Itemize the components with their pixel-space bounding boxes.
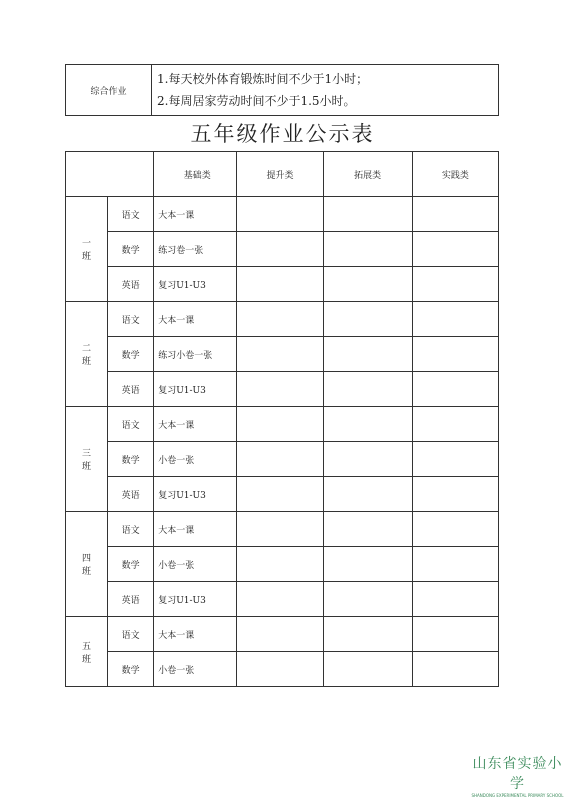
table-row [66, 232, 499, 267]
basic-homework-cell: 复习U1-U3 [154, 582, 237, 617]
empty-cell [412, 442, 498, 477]
empty-cell [323, 197, 412, 232]
subject-cell: 英语 [108, 477, 154, 512]
basic-homework-cell: 复习U1-U3 [154, 477, 237, 512]
empty-cell [412, 372, 498, 407]
table-row [66, 652, 499, 687]
empty-cell [412, 582, 498, 617]
table-row [66, 512, 499, 547]
class-name: 五 班 [66, 617, 108, 687]
column-header: 实践类 [412, 152, 498, 197]
empty-cell [412, 337, 498, 372]
empty-cell [412, 197, 498, 232]
empty-cell [237, 512, 323, 547]
subject-cell: 数学 [108, 442, 154, 477]
empty-cell [237, 442, 323, 477]
class-name: 三 班 [66, 407, 108, 512]
empty-cell [412, 267, 498, 302]
empty-cell [323, 267, 412, 302]
column-header: 提升类 [237, 152, 323, 197]
empty-cell [237, 582, 323, 617]
empty-cell [237, 232, 323, 267]
empty-cell [323, 582, 412, 617]
empty-cell [323, 372, 412, 407]
subject-cell: 英语 [108, 582, 154, 617]
empty-cell [237, 337, 323, 372]
basic-homework-cell: 大本一课 [154, 617, 237, 652]
header-corner [66, 152, 154, 197]
empty-cell [323, 232, 412, 267]
comprehensive-label: 综合作业 [66, 65, 152, 116]
comprehensive-content [152, 65, 499, 116]
empty-cell [237, 407, 323, 442]
empty-cell [323, 302, 412, 337]
basic-homework-cell: 练习卷一张 [154, 232, 237, 267]
empty-cell [237, 617, 323, 652]
table-row [66, 302, 499, 337]
empty-cell [323, 652, 412, 687]
empty-cell [323, 407, 412, 442]
class-name: 四 班 [66, 512, 108, 617]
table-row [66, 197, 499, 232]
basic-homework-cell: 小卷一张 [154, 652, 237, 687]
table-row [66, 547, 499, 582]
empty-cell [323, 617, 412, 652]
empty-cell [237, 477, 323, 512]
table-row [66, 337, 499, 372]
table-row [66, 477, 499, 512]
basic-homework-cell: 大本一课 [154, 197, 237, 232]
empty-cell [412, 617, 498, 652]
empty-cell [323, 477, 412, 512]
comprehensive-line: 2.每周居家劳动时间不少于1.5小时。 [157, 94, 356, 108]
school-logo [470, 753, 565, 798]
subject-cell: 语文 [108, 617, 154, 652]
basic-homework-cell: 练习小卷一张 [154, 337, 237, 372]
subject-cell: 语文 [108, 302, 154, 337]
empty-cell [323, 512, 412, 547]
empty-cell [412, 302, 498, 337]
subject-cell: 英语 [108, 267, 154, 302]
table-row [66, 372, 499, 407]
school-logo-english: SHANDONG EXPERIMENTAL PRIMARY SCHOOL [471, 793, 564, 798]
table-row [66, 442, 499, 477]
empty-cell [237, 547, 323, 582]
comprehensive-line: 1.每天校外体育锻炼时间不少于1小时； [157, 72, 369, 86]
subject-cell: 数学 [108, 337, 154, 372]
table-row [66, 617, 499, 652]
empty-cell [323, 442, 412, 477]
empty-cell [237, 372, 323, 407]
subject-cell: 数学 [108, 547, 154, 582]
class-name: 二 班 [66, 302, 108, 407]
empty-cell [412, 477, 498, 512]
empty-cell [237, 267, 323, 302]
comprehensive-homework-table [65, 64, 499, 116]
empty-cell [412, 512, 498, 547]
table-row [66, 582, 499, 617]
subject-cell: 语文 [108, 407, 154, 442]
empty-cell [237, 652, 323, 687]
basic-homework-cell: 复习U1-U3 [154, 267, 237, 302]
subject-cell: 语文 [108, 512, 154, 547]
subject-cell: 英语 [108, 372, 154, 407]
basic-homework-cell: 大本一课 [154, 512, 237, 547]
column-header: 基础类 [154, 152, 237, 197]
empty-cell [412, 232, 498, 267]
subject-cell: 数学 [108, 652, 154, 687]
empty-cell [412, 547, 498, 582]
empty-cell [323, 337, 412, 372]
homework-table [65, 151, 499, 687]
basic-homework-cell: 复习U1-U3 [154, 372, 237, 407]
table-row [66, 267, 499, 302]
empty-cell [412, 407, 498, 442]
class-name: 一 班 [66, 197, 108, 302]
table-row [66, 407, 499, 442]
school-logo-name: 山东省实验小学 [472, 756, 563, 792]
basic-homework-cell: 大本一课 [154, 302, 237, 337]
empty-cell [237, 197, 323, 232]
basic-homework-cell: 小卷一张 [154, 442, 237, 477]
empty-cell [412, 652, 498, 687]
subject-cell: 语文 [108, 197, 154, 232]
basic-homework-cell: 大本一课 [154, 407, 237, 442]
subject-cell: 数学 [108, 232, 154, 267]
empty-cell [323, 547, 412, 582]
page-title: 五年级作业公示表 [190, 122, 375, 146]
column-header: 拓展类 [323, 152, 412, 197]
basic-homework-cell: 小卷一张 [154, 547, 237, 582]
empty-cell [237, 302, 323, 337]
